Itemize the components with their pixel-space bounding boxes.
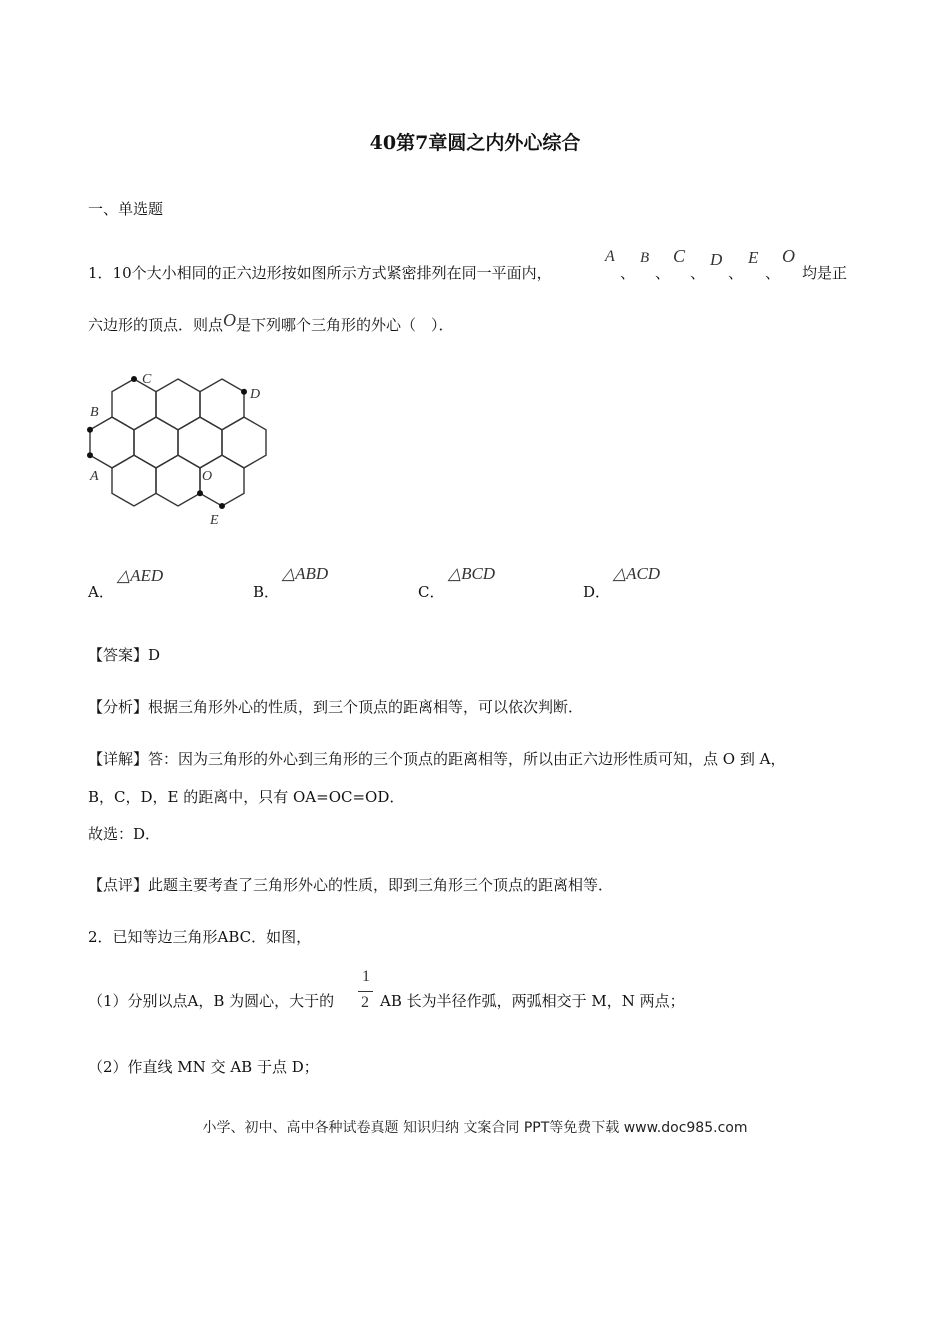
hexagon: [156, 455, 200, 506]
option-a-math: △AED: [117, 566, 164, 585]
q1-comment: 【点评】此题主要考查了三角形外心的性质，即到三角形三个顶点的距离相等．: [88, 876, 614, 894]
dot-b: [87, 427, 93, 433]
separator: 、: [690, 264, 706, 282]
hexagon: [222, 417, 266, 468]
figure-label-d: D: [250, 387, 261, 402]
q2-stem: 2．已知等边三角形ABC．如图，: [88, 928, 312, 946]
dot-d: [241, 389, 247, 395]
q1-analysis: 【分析】根据三角形外心的性质，到三个顶点的距离相等，可以依次判断．: [88, 698, 584, 716]
point-label-c: C: [673, 246, 686, 266]
q2-step1-start: （1）分别以点A，B 为圆心，大于的: [88, 992, 335, 1010]
option-a-label: A．: [88, 583, 114, 601]
figure-label-a: A: [90, 469, 99, 484]
hexagons: [90, 379, 266, 506]
separator: 、: [728, 264, 744, 282]
point-label-o-inline: O: [223, 310, 237, 330]
option-b-math: △ABD: [282, 564, 329, 583]
hexagon: [200, 379, 244, 430]
q1-stem-line1: 1．10个大小相同的正六边形按如图所示方式紧密排列在同一平面内，: [88, 264, 552, 282]
dot-e: [219, 503, 225, 509]
q1-stem-line2: [88, 310, 454, 335]
q1-detail-line2: B，C，D，E 的距离中，只有 OA=OC=OD．: [88, 788, 405, 806]
option-c-label: C．: [418, 583, 445, 601]
dot-a: [87, 452, 93, 458]
figure-label-e: E: [210, 513, 219, 528]
vertex-dots: [87, 376, 247, 509]
point-label-b: B: [640, 250, 650, 266]
hexagon: [156, 379, 200, 430]
option-d-math: △ACD: [613, 564, 661, 583]
fraction-numerator: 1: [362, 968, 370, 985]
q1-stem-tail: 均是正: [802, 264, 848, 282]
point-label-a: A: [605, 248, 615, 265]
page-footer: 小学、初中、高中各种试卷真题 知识归纳 文案合同 PPT等免费下载 www.doc985.com: [202, 1120, 748, 1136]
hexagon-figure: [82, 366, 282, 532]
q2-step1-end: AB 长为半径作弧，两弧相交于 M，N 两点；: [380, 992, 685, 1010]
point-label-o: O: [782, 246, 795, 266]
page-title: 40第7章圆之内外心综合: [369, 132, 581, 154]
figure-label-b: B: [90, 405, 99, 420]
point-label-e: E: [748, 248, 759, 267]
section-heading: 一、单选题: [88, 200, 164, 218]
q1-detail-line3: 故选：D．: [88, 825, 161, 843]
separator: 、: [655, 264, 671, 282]
option-c-math: △BCD: [448, 564, 496, 583]
fraction-denominator: 2: [361, 994, 369, 1011]
point-label-d: D: [710, 250, 723, 269]
dot-o: [197, 490, 203, 496]
q1-stem-line2-end: 是下列哪个三角形的外心（ ）．: [236, 316, 454, 334]
hexagon: [134, 417, 178, 468]
separator: 、: [765, 264, 781, 282]
q2-step2: （2）作直线 MN 交 AB 于点 D；: [88, 1058, 319, 1076]
hexagon: [90, 417, 134, 468]
dot-c: [131, 376, 137, 382]
separator: 、: [620, 264, 636, 282]
hexagon: [178, 417, 222, 468]
figure-label-c: C: [142, 372, 152, 387]
q1-answer: 【答案】D: [88, 646, 161, 664]
figure-label-o: O: [202, 469, 213, 484]
fraction-bar: [358, 991, 373, 992]
q1-stem-line2-text: 六边形的顶点．则点: [88, 316, 224, 334]
hexagon: [112, 455, 156, 506]
option-b-label: B．: [253, 583, 280, 601]
option-d-label: D．: [583, 583, 611, 601]
q1-detail-line1: 【详解】答：因为三角形的外心到三角形的三个顶点的距离相等，所以由正六边形性质可知，点 O 到 A，: [88, 750, 786, 768]
